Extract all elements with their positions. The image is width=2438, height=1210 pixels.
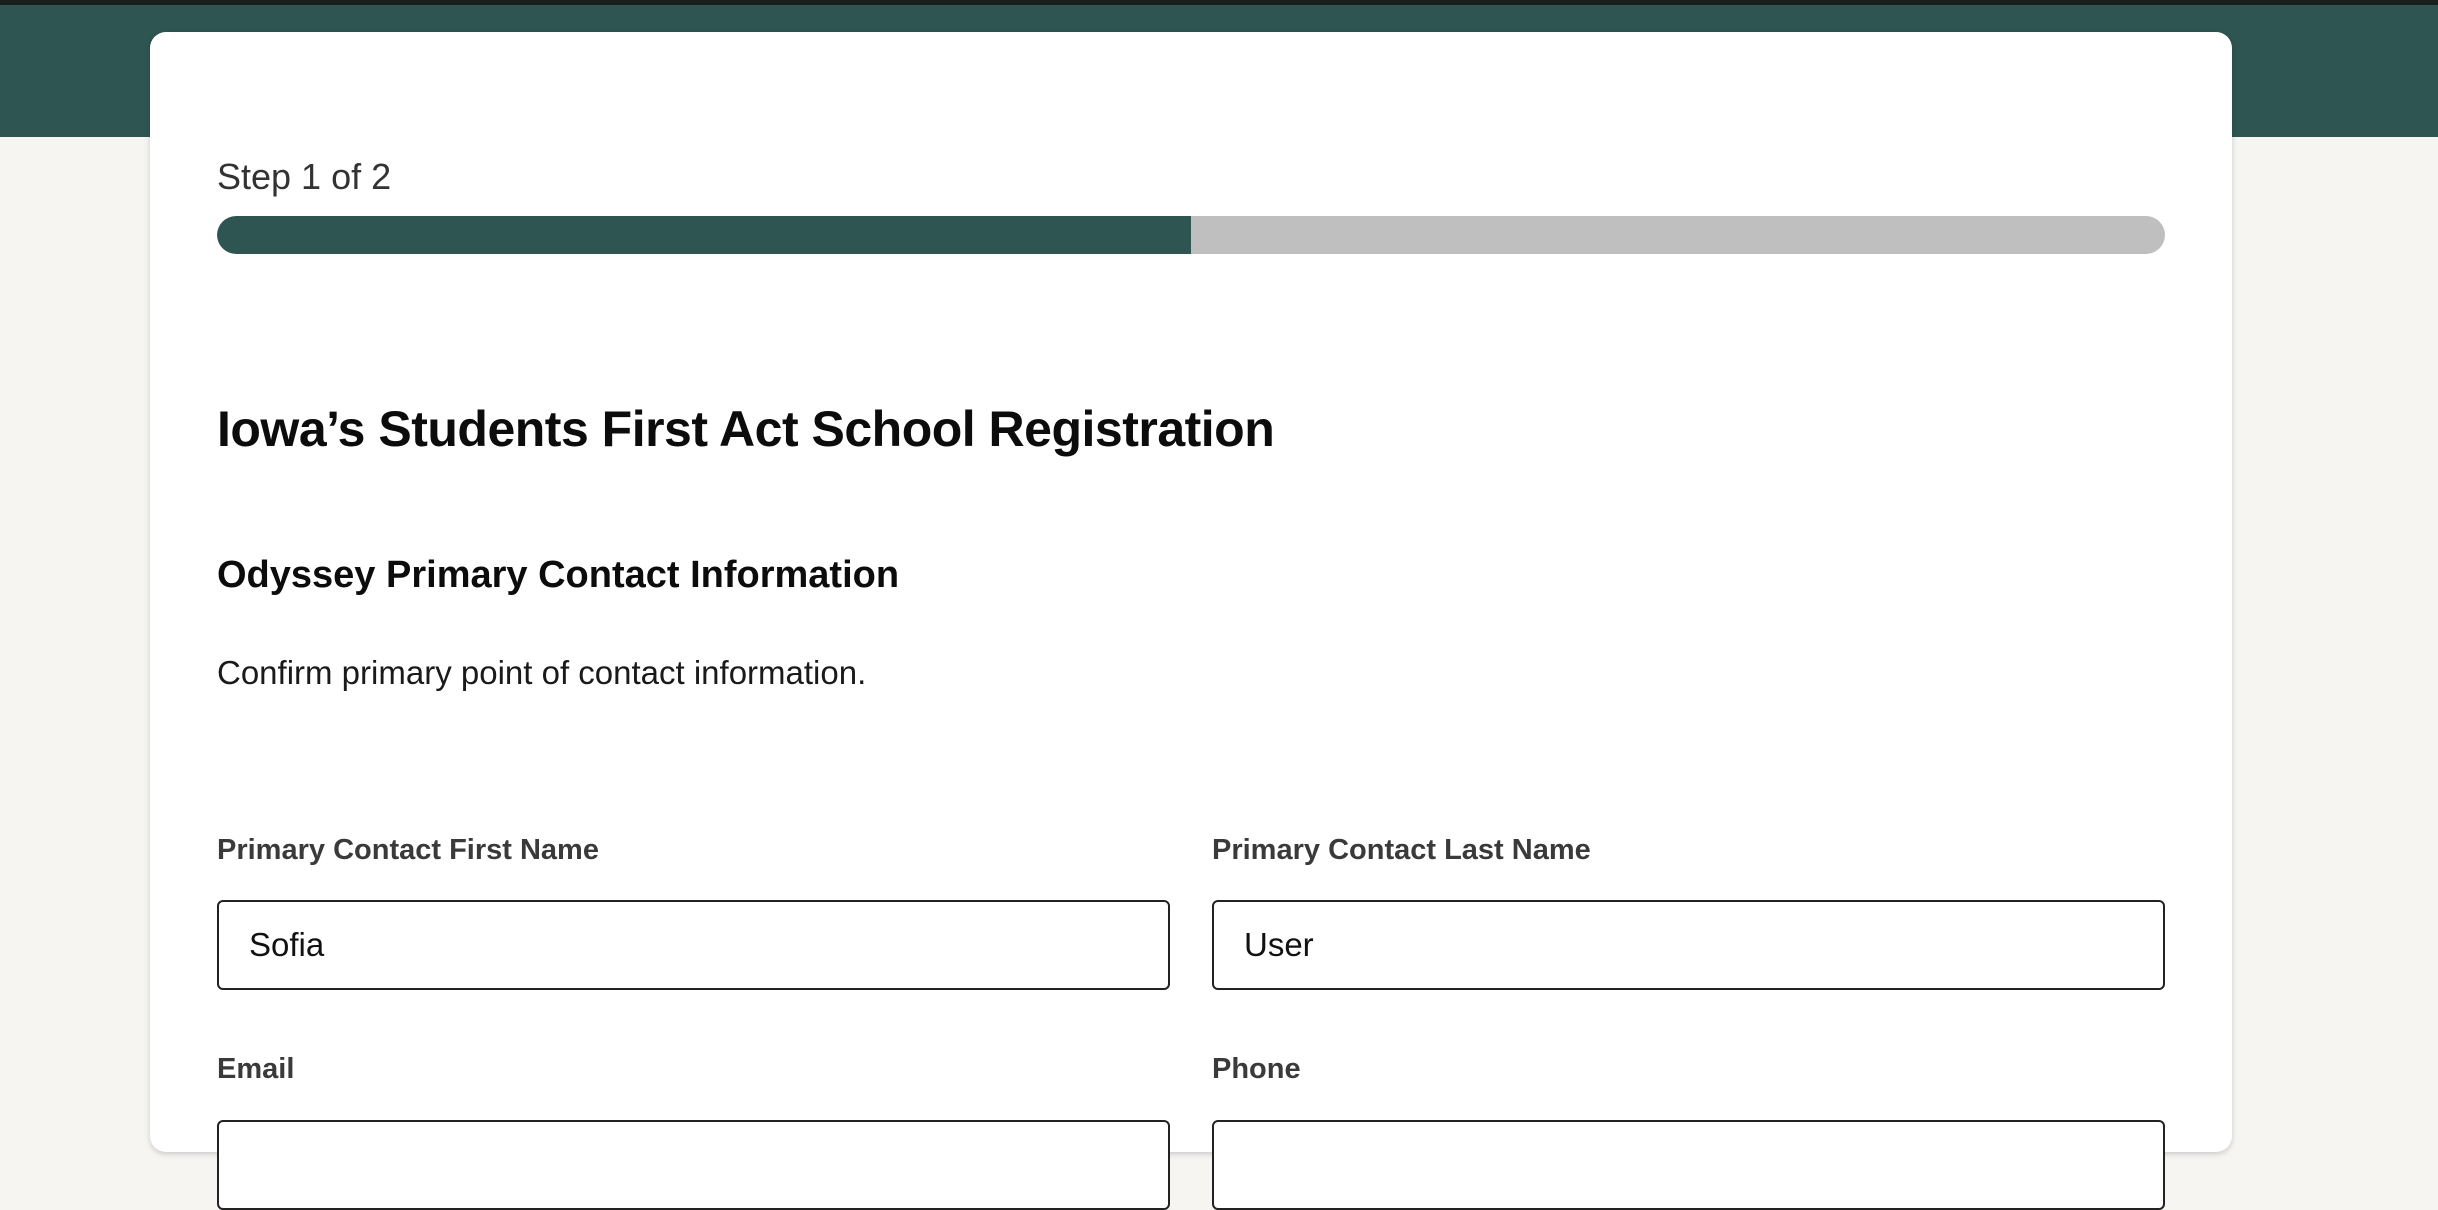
progress-bar: [217, 216, 2165, 254]
page-title: Iowa’s Students First Act School Registration: [217, 401, 1275, 457]
first-name-input[interactable]: [217, 900, 1170, 990]
section-description: Confirm primary point of contact information.: [217, 654, 867, 691]
last-name-input[interactable]: [1212, 900, 2165, 990]
last-name-label: Primary Contact Last Name: [1212, 834, 1591, 866]
progress-bar-fill: [217, 216, 1191, 254]
phone-label: Phone: [1212, 1053, 1301, 1085]
email-label: Email: [217, 1053, 295, 1085]
phone-input[interactable]: [1212, 1120, 2165, 1210]
section-title: Odyssey Primary Contact Information: [217, 554, 900, 596]
step-indicator: Step 1 of 2: [217, 156, 392, 197]
email-input[interactable]: [217, 1120, 1170, 1210]
registration-card: [150, 32, 2232, 1152]
first-name-label: Primary Contact First Name: [217, 834, 599, 866]
